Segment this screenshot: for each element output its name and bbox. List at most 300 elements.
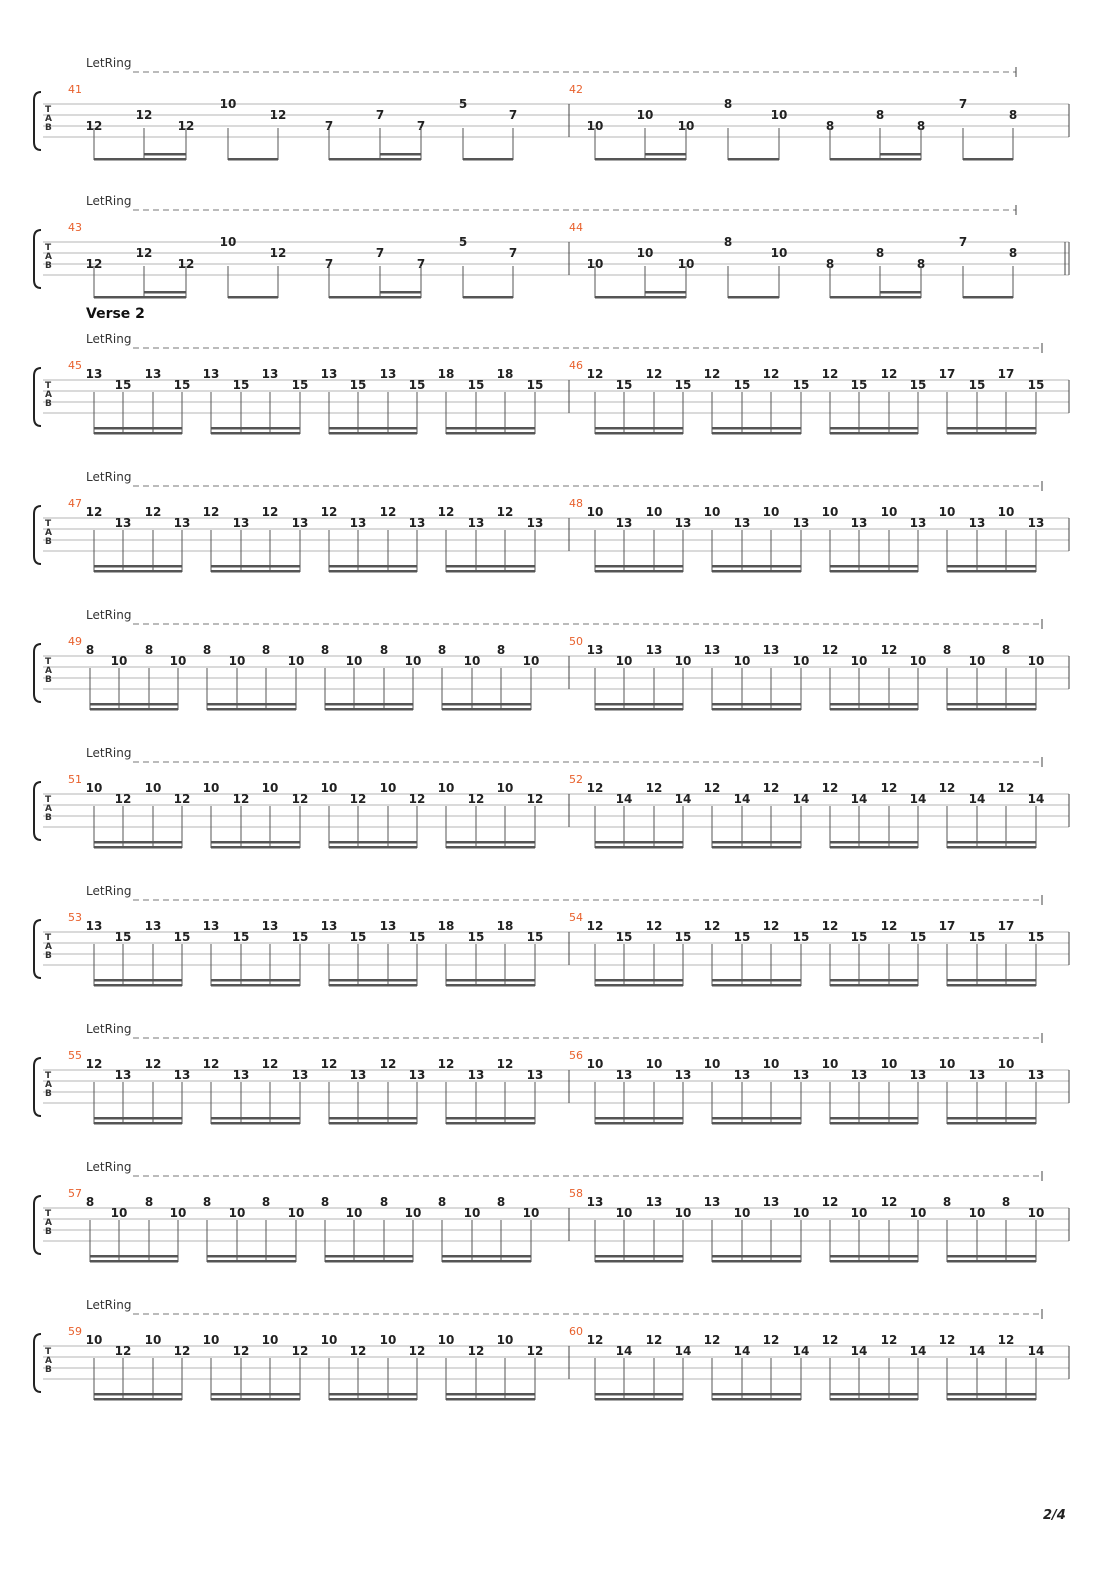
fret-number: 15 [850, 378, 868, 392]
beam [94, 1117, 182, 1120]
fret-number: 15 [349, 930, 367, 944]
tab-clef-letter: A [45, 666, 52, 676]
beam [463, 296, 513, 299]
fret-number: 12 [586, 781, 604, 795]
beam [595, 432, 683, 435]
fret-number: 8 [85, 1195, 95, 1209]
beam [712, 1398, 801, 1401]
beam [830, 1393, 918, 1396]
beam [90, 708, 178, 711]
fret-number: 8 [1001, 643, 1011, 657]
beam [712, 1260, 801, 1263]
fret-number: 12 [467, 1344, 485, 1358]
fret-number: 13 [85, 367, 103, 381]
fret-number: 12 [291, 792, 309, 806]
beam [712, 703, 801, 706]
fret-number: 13 [202, 367, 220, 381]
beam [947, 979, 1036, 982]
fret-number: 12 [349, 1344, 367, 1358]
fret-number: 10 [1027, 1206, 1045, 1220]
fret-number: 10 [645, 1057, 663, 1071]
fret-number: 12 [232, 1344, 250, 1358]
beam [947, 708, 1036, 711]
tab-clef-letter: T [45, 795, 52, 805]
fret-number: 7 [958, 97, 968, 111]
beam [446, 427, 535, 430]
fret-number: 10 [404, 654, 422, 668]
let-ring-label: LetRing [86, 470, 132, 484]
system-brace [34, 920, 41, 978]
fret-number: 8 [379, 1195, 389, 1209]
fret-number: 13 [586, 643, 604, 657]
fret-number: 13 [173, 1068, 191, 1082]
fret-number: 12 [379, 1057, 397, 1071]
beam [211, 565, 300, 568]
beam [329, 570, 417, 573]
fret-number: 13 [674, 516, 692, 530]
fret-number: 14 [909, 1344, 927, 1358]
beam [947, 1117, 1036, 1120]
beam [90, 703, 178, 706]
fret-number: 13 [703, 1195, 721, 1209]
measure-number: 57 [68, 1187, 82, 1200]
fret-number: 10 [850, 1206, 868, 1220]
beam [830, 427, 918, 430]
let-ring-label: LetRing [86, 56, 132, 70]
fret-number: 14 [674, 1344, 692, 1358]
fret-number: 7 [324, 257, 334, 271]
fret-number: 10 [219, 235, 237, 249]
fret-number: 13 [291, 1068, 309, 1082]
fret-number: 10 [85, 781, 103, 795]
fret-number: 10 [202, 781, 220, 795]
fret-number: 15 [232, 930, 250, 944]
fret-number: 12 [114, 1344, 132, 1358]
beam [207, 1260, 296, 1263]
beam [712, 1117, 801, 1120]
beam [329, 979, 417, 982]
fret-number: 12 [85, 119, 103, 133]
fret-number: 12 [762, 367, 780, 381]
fret-number: 10 [733, 1206, 751, 1220]
fret-number: 15 [467, 378, 485, 392]
fret-number: 12 [762, 1333, 780, 1347]
beam [329, 1117, 417, 1120]
fret-number: 14 [792, 792, 810, 806]
fret-number: 17 [997, 919, 1015, 933]
beam [94, 846, 182, 849]
measure-number: 47 [68, 497, 82, 510]
fret-number: 10 [733, 654, 751, 668]
fret-number: 12 [269, 108, 287, 122]
fret-number: 10 [261, 781, 279, 795]
fret-number: 12 [880, 1195, 898, 1209]
beam [947, 570, 1036, 573]
fret-number: 10 [938, 505, 956, 519]
fret-number: 10 [586, 505, 604, 519]
fret-number: 12 [202, 505, 220, 519]
fret-number: 7 [416, 119, 426, 133]
tab-clef-letter: T [45, 243, 52, 253]
fret-number: 14 [1027, 792, 1045, 806]
beam [728, 158, 779, 161]
fret-number: 8 [916, 257, 926, 271]
beam [94, 979, 182, 982]
beam [207, 1255, 296, 1258]
fret-number: 10 [968, 654, 986, 668]
beam [712, 1393, 801, 1396]
beam [947, 984, 1036, 987]
beam [595, 1398, 683, 1401]
fret-number: 8 [723, 97, 733, 111]
fret-number: 10 [345, 654, 363, 668]
fret-number: 13 [762, 643, 780, 657]
fret-number: 12 [379, 505, 397, 519]
beam [94, 1122, 182, 1125]
fret-number: 18 [496, 367, 514, 381]
fret-number: 10 [169, 654, 187, 668]
fret-number: 18 [496, 919, 514, 933]
beam [947, 565, 1036, 568]
fret-number: 12 [135, 108, 153, 122]
fret-number: 8 [942, 643, 952, 657]
beam [325, 1255, 413, 1258]
beam [94, 427, 182, 430]
tab-clef-letter: B [45, 1089, 52, 1099]
fret-number: 12 [496, 1057, 514, 1071]
fret-number: 8 [202, 643, 212, 657]
fret-number: 13 [467, 1068, 485, 1082]
beam [645, 291, 686, 294]
beam [830, 984, 918, 987]
fret-number: 14 [615, 792, 633, 806]
beam [211, 846, 300, 849]
fret-number: 13 [850, 1068, 868, 1082]
fret-number: 8 [320, 643, 330, 657]
fret-number: 12 [703, 1333, 721, 1347]
beam [595, 296, 686, 299]
fret-number: 12 [202, 1057, 220, 1071]
fret-number: 13 [762, 1195, 780, 1209]
fret-number: 15 [291, 930, 309, 944]
fret-number: 15 [792, 930, 810, 944]
beam [94, 432, 182, 435]
fret-number: 12 [177, 257, 195, 271]
fret-number: 14 [850, 1344, 868, 1358]
fret-number: 12 [320, 1057, 338, 1071]
beam [830, 565, 918, 568]
fret-number: 10 [615, 654, 633, 668]
beam [712, 427, 801, 430]
fret-number: 12 [467, 792, 485, 806]
beam [712, 565, 801, 568]
fret-number: 10 [909, 654, 927, 668]
fret-number: 10 [703, 505, 721, 519]
beam [595, 1393, 683, 1396]
let-ring-label: LetRing [86, 194, 132, 208]
fret-number: 8 [261, 643, 271, 657]
beam [728, 296, 779, 299]
fret-number: 10 [110, 1206, 128, 1220]
tab-clef-letter: B [45, 675, 52, 685]
fret-number: 15 [408, 930, 426, 944]
fret-number: 10 [169, 1206, 187, 1220]
fret-number: 10 [320, 1333, 338, 1347]
beam [207, 703, 296, 706]
fret-number: 13 [645, 643, 663, 657]
tab-clef-letter: A [45, 528, 52, 538]
beam [963, 296, 1013, 299]
beam [94, 1398, 182, 1401]
fret-number: 13 [320, 367, 338, 381]
measure-number: 43 [68, 221, 82, 234]
system-brace [34, 1196, 41, 1254]
tab-clef-letter: T [45, 657, 52, 667]
fret-number: 13 [526, 516, 544, 530]
measure-number: 44 [569, 221, 583, 234]
fret-number: 15 [615, 378, 633, 392]
fret-number: 13 [792, 516, 810, 530]
beam [947, 427, 1036, 430]
fret-number: 10 [636, 108, 654, 122]
fret-number: 12 [232, 792, 250, 806]
fret-number: 12 [645, 919, 663, 933]
beam [830, 1117, 918, 1120]
fret-number: 7 [508, 108, 518, 122]
fret-number: 15 [674, 930, 692, 944]
beam [830, 1255, 918, 1258]
fret-number: 12 [408, 1344, 426, 1358]
fret-number: 10 [636, 246, 654, 260]
fret-number: 10 [770, 108, 788, 122]
fret-number: 8 [261, 1195, 271, 1209]
fret-number: 12 [85, 505, 103, 519]
fret-number: 13 [144, 367, 162, 381]
beam [830, 1122, 918, 1125]
beam [325, 708, 413, 711]
fret-number: 12 [496, 505, 514, 519]
fret-number: 13 [232, 516, 250, 530]
let-ring-label: LetRing [86, 884, 132, 898]
fret-number: 12 [526, 1344, 544, 1358]
fret-number: 12 [938, 781, 956, 795]
system-brace [34, 1058, 41, 1116]
tab-clef-letter: B [45, 951, 52, 961]
fret-number: 10 [228, 1206, 246, 1220]
fret-number: 8 [437, 643, 447, 657]
tab-clef-letter: B [45, 1227, 52, 1237]
fret-number: 14 [909, 792, 927, 806]
fret-number: 10 [792, 1206, 810, 1220]
fret-number: 15 [909, 930, 927, 944]
beam [830, 158, 921, 161]
fret-number: 12 [173, 792, 191, 806]
tab-clef-letter: B [45, 123, 52, 133]
beam [329, 432, 417, 435]
beam [211, 1398, 300, 1401]
beam [446, 1122, 535, 1125]
fret-number: 13 [1027, 516, 1045, 530]
fret-number: 15 [733, 378, 751, 392]
fret-number: 13 [232, 1068, 250, 1082]
fret-number: 15 [733, 930, 751, 944]
fret-number: 12 [645, 1333, 663, 1347]
fret-number: 8 [723, 235, 733, 249]
fret-number: 8 [942, 1195, 952, 1209]
fret-number: 10 [968, 1206, 986, 1220]
fret-number: 13 [408, 516, 426, 530]
measure-number: 42 [569, 83, 583, 96]
fret-number: 10 [379, 1333, 397, 1347]
beam [207, 708, 296, 711]
fret-number: 10 [674, 654, 692, 668]
fret-number: 10 [997, 505, 1015, 519]
beam [595, 1255, 683, 1258]
measure-number: 45 [68, 359, 82, 372]
fret-number: 12 [762, 781, 780, 795]
fret-number: 10 [880, 1057, 898, 1071]
fret-number: 8 [1008, 108, 1018, 122]
fret-number: 10 [110, 654, 128, 668]
fret-number: 10 [261, 1333, 279, 1347]
fret-number: 10 [287, 1206, 305, 1220]
fret-number: 13 [909, 516, 927, 530]
beam [446, 841, 535, 844]
beam [144, 291, 186, 294]
fret-number: 15 [232, 378, 250, 392]
fret-number: 15 [173, 378, 191, 392]
let-ring-label: LetRing [86, 1022, 132, 1036]
let-ring-label: LetRing [86, 332, 132, 346]
beam [830, 708, 918, 711]
fret-number: 13 [615, 516, 633, 530]
beam [830, 570, 918, 573]
fret-number: 12 [114, 792, 132, 806]
fret-number: 12 [821, 643, 839, 657]
fret-number: 10 [850, 654, 868, 668]
fret-number: 14 [792, 1344, 810, 1358]
beam [228, 158, 278, 161]
fret-number: 10 [320, 781, 338, 795]
fret-number: 17 [997, 367, 1015, 381]
beam [442, 1255, 531, 1258]
beam [880, 153, 921, 156]
fret-number: 10 [1027, 654, 1045, 668]
let-ring-label: LetRing [86, 746, 132, 760]
measure-number: 50 [569, 635, 583, 648]
beam [595, 570, 683, 573]
fret-number: 13 [645, 1195, 663, 1209]
fret-number: 7 [375, 246, 385, 260]
fret-number: 14 [1027, 1344, 1045, 1358]
beam [595, 565, 683, 568]
beam [947, 1122, 1036, 1125]
beam [211, 1117, 300, 1120]
fret-number: 13 [733, 516, 751, 530]
fret-number: 12 [880, 781, 898, 795]
measure-number: 56 [569, 1049, 583, 1062]
measure-number: 41 [68, 83, 82, 96]
fret-number: 12 [645, 367, 663, 381]
fret-number: 12 [703, 781, 721, 795]
beam [94, 158, 186, 161]
beam [211, 1122, 300, 1125]
fret-number: 15 [114, 930, 132, 944]
fret-number: 10 [379, 781, 397, 795]
tab-clef-letter: T [45, 1209, 52, 1219]
measure-number: 54 [569, 911, 583, 924]
fret-number: 13 [291, 516, 309, 530]
fret-number: 13 [261, 367, 279, 381]
fret-number: 13 [968, 516, 986, 530]
fret-number: 15 [114, 378, 132, 392]
fret-number: 15 [674, 378, 692, 392]
beam [830, 846, 918, 849]
fret-number: 10 [880, 505, 898, 519]
beam [442, 1260, 531, 1263]
fret-number: 12 [349, 792, 367, 806]
fret-number: 13 [408, 1068, 426, 1082]
fret-number: 10 [762, 1057, 780, 1071]
fret-number: 13 [85, 919, 103, 933]
fret-number: 7 [375, 108, 385, 122]
fret-number: 15 [615, 930, 633, 944]
fret-number: 15 [408, 378, 426, 392]
fret-number: 12 [821, 367, 839, 381]
tab-clef-letter: B [45, 813, 52, 823]
fret-number: 8 [144, 643, 154, 657]
fret-number: 8 [437, 1195, 447, 1209]
beam [947, 1255, 1036, 1258]
beam [595, 427, 683, 430]
measure-number: 53 [68, 911, 82, 924]
fret-number: 13 [674, 1068, 692, 1082]
beam [90, 1260, 178, 1263]
system-brace [34, 506, 41, 564]
fret-number: 7 [958, 235, 968, 249]
tab-clef-letter: A [45, 942, 52, 952]
fret-number: 10 [437, 781, 455, 795]
fret-number: 8 [496, 1195, 506, 1209]
fret-number: 12 [320, 505, 338, 519]
fret-number: 10 [909, 1206, 927, 1220]
beam [446, 984, 535, 987]
beam [446, 1117, 535, 1120]
beam [595, 158, 686, 161]
fret-number: 10 [677, 119, 695, 133]
fret-number: 10 [522, 1206, 540, 1220]
beam [329, 296, 421, 299]
fret-number: 10 [219, 97, 237, 111]
beam [595, 1260, 683, 1263]
fret-number: 8 [875, 246, 885, 260]
beam [90, 1255, 178, 1258]
beam [595, 1117, 683, 1120]
let-ring-label: LetRing [86, 608, 132, 622]
fret-number: 10 [821, 1057, 839, 1071]
fret-number: 13 [909, 1068, 927, 1082]
tab-clef-letter: T [45, 519, 52, 529]
fret-number: 12 [821, 1333, 839, 1347]
beam [712, 979, 801, 982]
fret-number: 12 [821, 1195, 839, 1209]
fret-number: 12 [408, 792, 426, 806]
fret-number: 12 [144, 505, 162, 519]
measure-number: 46 [569, 359, 583, 372]
beam [446, 1393, 535, 1396]
fret-number: 10 [287, 654, 305, 668]
measure-number: 52 [569, 773, 583, 786]
